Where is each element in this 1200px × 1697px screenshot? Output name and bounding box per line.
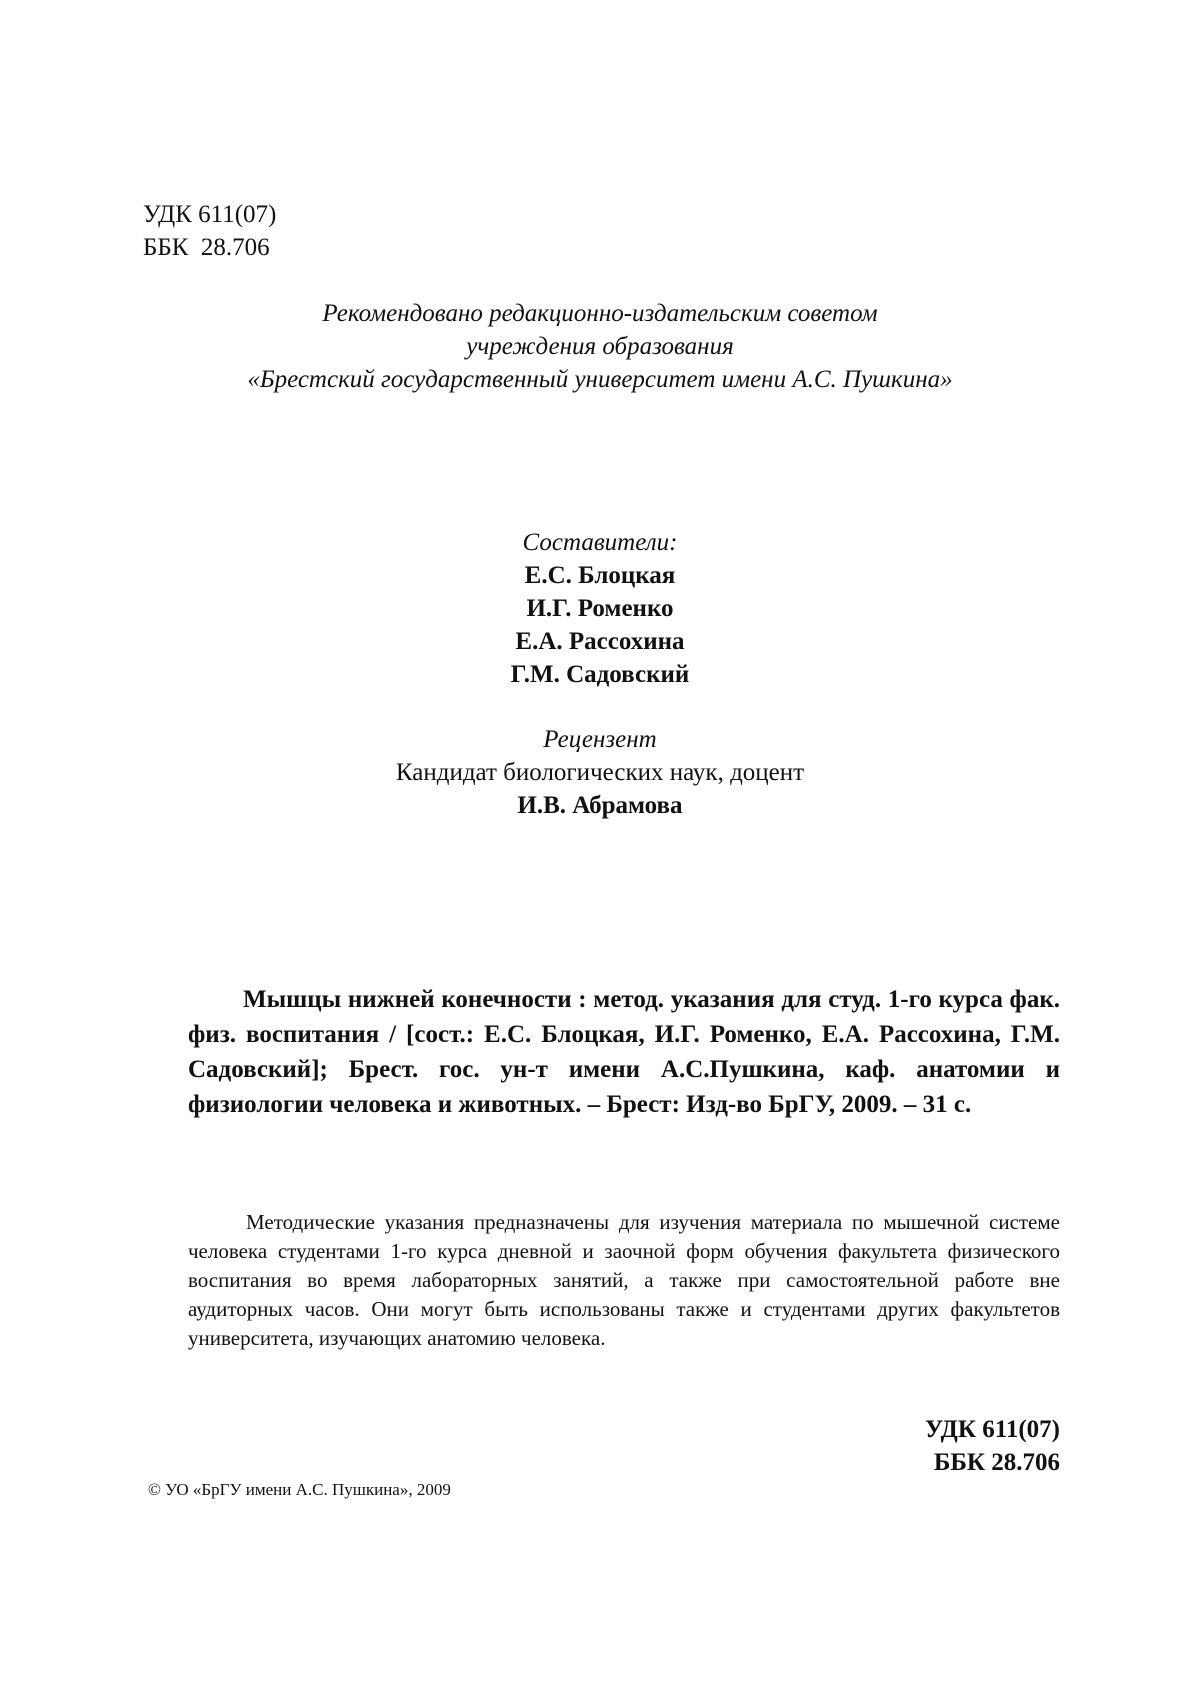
bibliographic-description bbox=[188, 982, 1060, 1122]
annotation-text: Методические указания предназначены для изучения материала по мышечной системе человека студентами 1-го курса дневной и заочной форм обучения факультета физического воспитания во время лабораторных занятий, а также при самостоятельной работе вне аудиторных часов. Они могут быть использованы также и студентами других факультетов университета, изучающих анатомию человека. bbox=[188, 1210, 1060, 1350]
compiler-name: Е.А. Рассохина bbox=[515, 628, 685, 655]
reviewer-label: Рецензент bbox=[543, 726, 657, 753]
classification-footer bbox=[925, 1413, 1060, 1479]
bibliographic-text: Мышцы нижней конечности : метод. указания для студ. 1-го курса фак. физ. воспитания / [сост.: Е.С. Блоцкая, И.Г. Роменко, Е.А. Рассохина, Г.М. Садовский]; Брест. гос. ун-т имени А.С.Пушкина, каф. анатомии и физиологии человека и животных. – Брест: Изд-во БрГУ, 2009. – 31 с. bbox=[188, 986, 1060, 1118]
compiler-name: Г.М. Садовский bbox=[510, 661, 690, 688]
reviewer-block bbox=[0, 723, 1200, 822]
compiler-name: Е.С. Блоцкая bbox=[524, 562, 676, 589]
bbk-code: ББК 28.706 bbox=[143, 234, 270, 261]
annotation-block bbox=[188, 1208, 1060, 1353]
recommendation-line-3: «Брестский государственный университет имени А.С. Пушкина» bbox=[247, 366, 953, 393]
copyright-notice: © УО «БрГУ имени А.С. Пушкина», 2009 bbox=[148, 1480, 451, 1499]
recommendation-line-2: учреждения образования bbox=[466, 333, 734, 360]
recommendation-block bbox=[0, 297, 1200, 396]
udk-code: УДК 611(07) bbox=[143, 201, 277, 228]
recommendation-line-1: Рекомендовано редакционно-издательским советом bbox=[322, 300, 878, 327]
reviewer-title: Кандидат биологических наук, доцент bbox=[395, 759, 805, 786]
compilers-block bbox=[0, 526, 1200, 691]
udk-code-footer: УДК 611(07) bbox=[924, 1416, 1060, 1443]
compiler-name: И.Г. Роменко bbox=[526, 595, 674, 622]
bbk-code-footer: ББК 28.706 bbox=[933, 1449, 1060, 1476]
reviewer-name: И.В. Абрамова bbox=[517, 792, 683, 819]
classification-header bbox=[143, 198, 276, 264]
compilers-label: Составители: bbox=[522, 529, 678, 556]
